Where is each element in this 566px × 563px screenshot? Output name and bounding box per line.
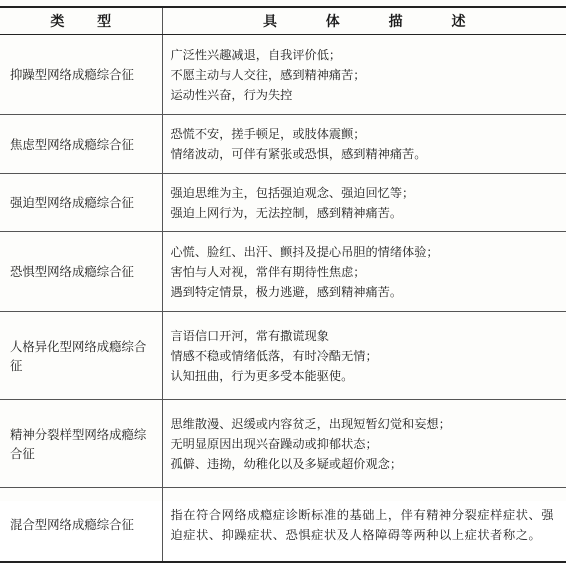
- description-line: 强迫上网行为，无法控制，感到精神痛苦。: [170, 205, 403, 220]
- description-line: 情绪波动，可伴有紧张或恐惧，感到精神痛苦。: [170, 147, 427, 161]
- syndrome-description: [162, 115, 566, 174]
- description-line: 孤僻、违拗，幼稚化以及多疑或超价观念；: [170, 456, 403, 471]
- description-line: 认知扭曲，行为更多受本能驱使。: [170, 368, 354, 383]
- description-line: 运动性兴奋，行为失控: [170, 87, 293, 102]
- description-line: 情感不稳或情绪低落，有时冷酷无情；: [170, 348, 378, 363]
- table-row: [0, 115, 566, 174]
- description-line: 强迫思维为主，包括强迫观念、强迫回忆等；: [170, 185, 415, 200]
- table-row: [0, 174, 566, 232]
- syndrome-description: [162, 488, 566, 563]
- syndrome-type: 恐惧型网络成瘾综合征: [0, 232, 162, 312]
- description-line: 害怕与人对视，常伴有期待性焦虑；: [170, 264, 366, 279]
- syndrome-description: [162, 232, 566, 312]
- table-row: [0, 400, 566, 488]
- syndrome-type: 焦虑型网络成瘾综合征: [0, 115, 162, 174]
- header-row: [0, 7, 566, 35]
- description-line: 广泛性兴趣减退，自我评价低；: [170, 47, 342, 62]
- syndrome-type: 强迫型网络成瘾综合征: [0, 174, 162, 232]
- description-line: 遇到特定情景，极力逃避，感到精神痛苦。: [170, 284, 403, 299]
- description-line: 指在符合网络成瘾症诊断标准的基础上，伴有精神分裂症样症状、强迫症状、抑躁症状、恐惧症状及人格障碍等两种以上症状者称之。: [170, 507, 555, 542]
- syndrome-description: [162, 400, 566, 488]
- description-line: 言语信口开河，常有撒谎现象: [170, 328, 329, 343]
- table-body: [0, 35, 566, 563]
- header-type: 类 型: [0, 7, 162, 35]
- syndrome-type: 抑躁型网络成瘾综合征: [0, 35, 162, 115]
- syndrome-description: [162, 312, 566, 400]
- header-description: 具 体 描 述: [162, 7, 566, 35]
- description-line: 思维散漫、迟缓或内容贫乏，出现短暂幻觉和妄想；: [170, 416, 451, 431]
- table-header: [0, 7, 566, 35]
- table-row: [0, 488, 566, 563]
- description-line: 恐慌不安，搓手顿足，或肢体震颤；: [170, 127, 366, 141]
- syndrome-type: 人格异化型网络成瘾综合征: [0, 312, 162, 400]
- table-row: [0, 232, 566, 312]
- syndrome-table: [0, 6, 566, 563]
- syndrome-description: [162, 35, 566, 115]
- syndrome-description: [162, 174, 566, 232]
- table-row: [0, 35, 566, 115]
- description-line: 心慌、脸红、出汗、颤抖及提心吊胆的情绪体验；: [170, 244, 439, 259]
- description-line: 不愿主动与人交往，感到精神痛苦；: [170, 67, 366, 82]
- table-row: [0, 312, 566, 400]
- description-line: 无明显原因出现兴奋躁动或抑郁状态；: [170, 436, 378, 451]
- syndrome-type: 混合型网络成瘾综合征: [0, 488, 162, 563]
- syndrome-type: 精神分裂样型网络成瘾综合征: [0, 400, 162, 488]
